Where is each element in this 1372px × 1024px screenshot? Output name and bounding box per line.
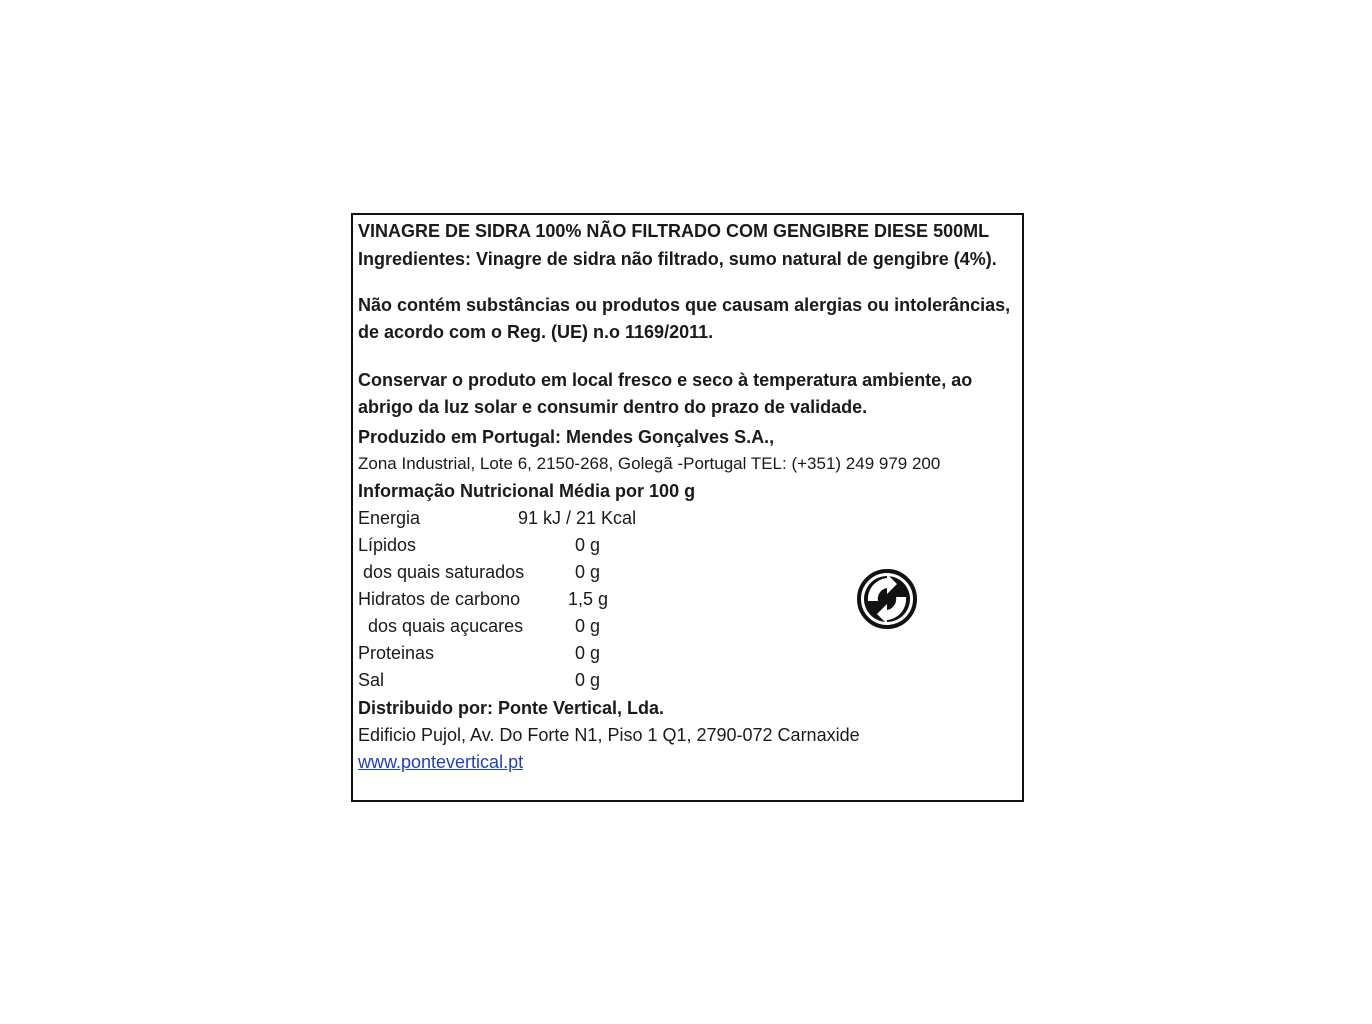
nutrition-row-value: 0 g bbox=[575, 562, 601, 582]
green-dot-recycling-icon bbox=[856, 568, 918, 630]
distributor-address: Edificio Pujol, Av. Do Forte N1, Piso 1 Q1, 2790-072 Carnaxide bbox=[358, 725, 860, 745]
website-link[interactable]: www.pontevertical.pt bbox=[358, 752, 524, 772]
storage-line-2: abrigo da luz solar e consumir dentro do prazo de validade. bbox=[358, 397, 868, 417]
nutrition-row-name: Hidratos de carbono bbox=[358, 589, 521, 609]
product-title: VINAGRE DE SIDRA 100% NÃO FILTRADO COM GENGIBRE DIESE 500ML bbox=[358, 221, 990, 241]
ingredients-text: Ingredientes: Vinagre de sidra não filtrado, sumo natural de gengibre (4%). bbox=[358, 249, 997, 269]
allergens-line-2: de acordo com o Reg. (UE) n.o 1169/2011. bbox=[358, 322, 714, 342]
nutrition-row-name: Proteinas bbox=[358, 643, 435, 663]
nutrition-row-name: dos quais saturados bbox=[358, 562, 525, 582]
nutrition-row-name: dos quais açucares bbox=[358, 616, 524, 636]
nutrition-row-name: Sal bbox=[358, 670, 385, 690]
nutrition-row-value: 91 kJ / 21 Kcal bbox=[518, 508, 637, 528]
nutrition-row-value: 0 g bbox=[575, 670, 601, 690]
allergens-line-1: Não contém substâncias ou produtos que causam alergias ou intolerâncias, bbox=[358, 295, 1011, 315]
nutrition-heading: Informação Nutricional Média por 100 g bbox=[358, 481, 696, 501]
nutrition-row-value: 0 g bbox=[575, 535, 601, 555]
nutrition-row-value: 0 g bbox=[575, 643, 601, 663]
nutrition-row-value: 0 g bbox=[575, 616, 601, 636]
nutrition-row-name: Lípidos bbox=[358, 535, 417, 555]
nutrition-row-name: Energia bbox=[358, 508, 421, 528]
distributor-name: Distribuido por: Ponte Vertical, Lda. bbox=[358, 698, 665, 718]
producer-address: Zona Industrial, Lote 6, 2150-268, Golegã -Portugal TEL: (+351) 249 979 200 bbox=[358, 454, 941, 473]
nutrition-row-value: 1,5 g bbox=[568, 589, 609, 609]
product-label bbox=[351, 213, 1024, 802]
producer-name: Produzido em Portugal: Mendes Gonçalves S.A., bbox=[358, 427, 775, 447]
storage-line-1: Conservar o produto em local fresco e seco à temperatura ambiente, ao bbox=[358, 370, 973, 390]
